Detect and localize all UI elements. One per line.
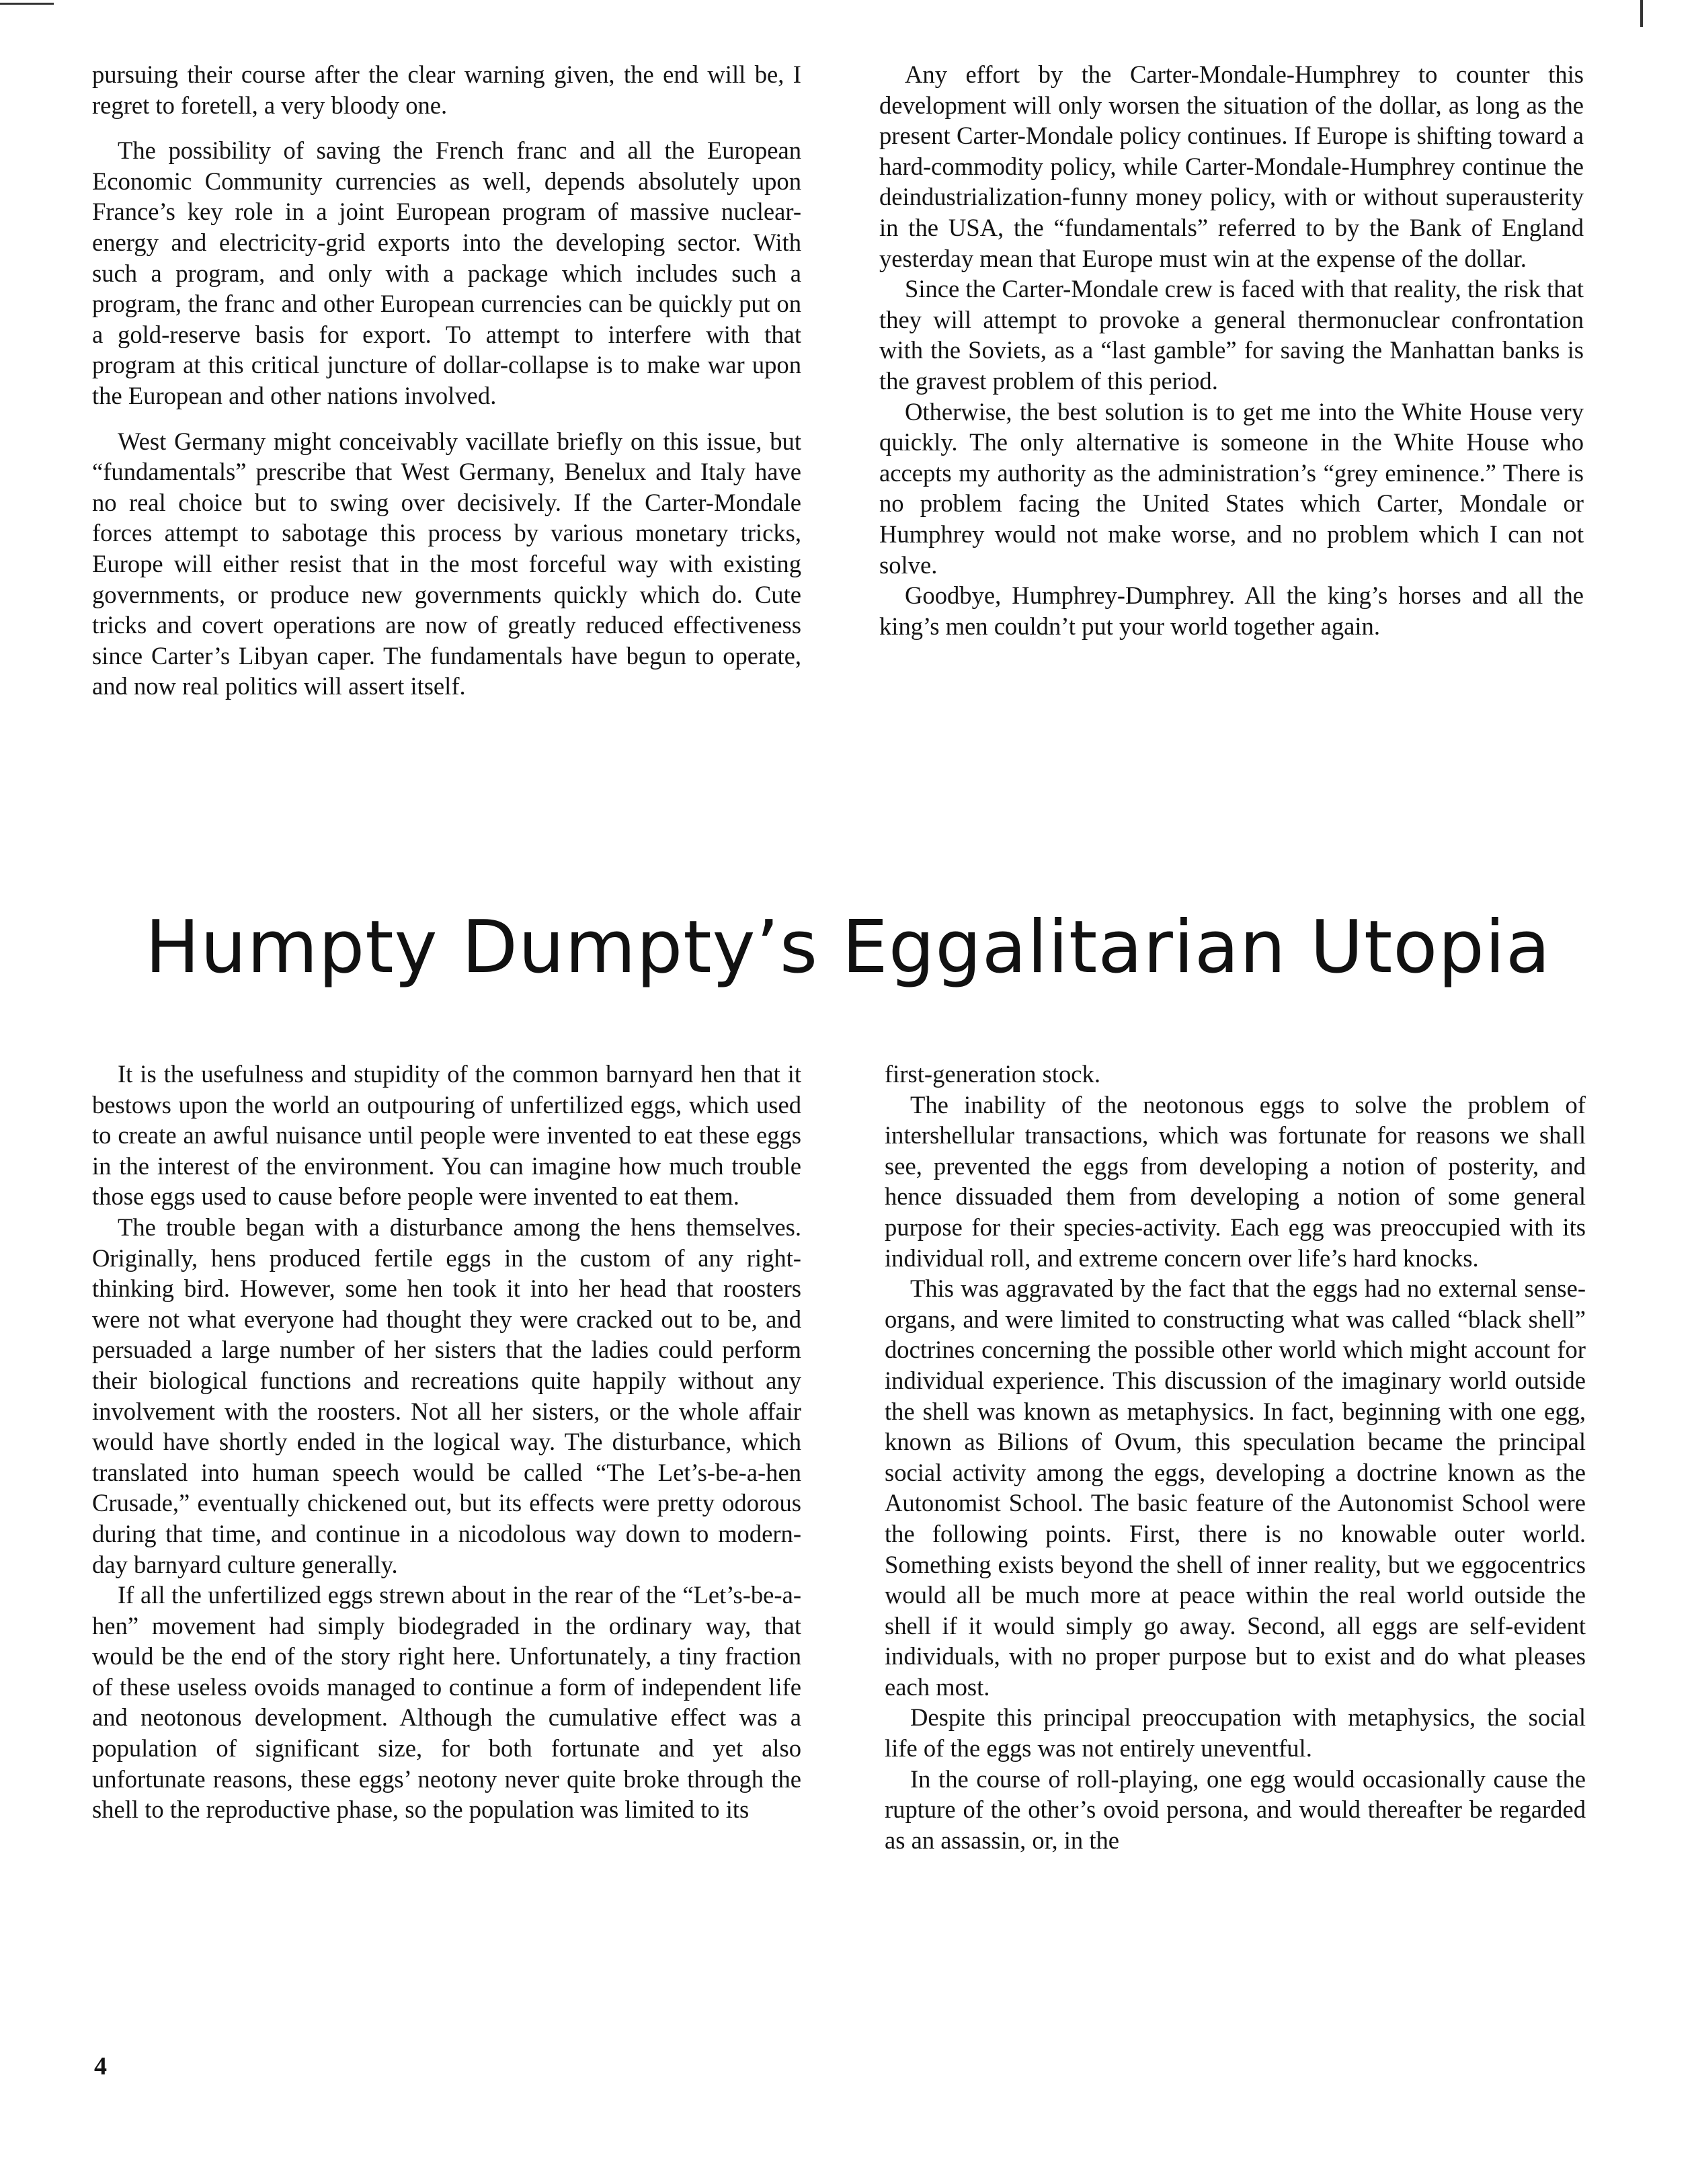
paragraph: If all the unfertilized eggs strewn about in the rear of the “Let’s-be-a-hen” movement had simply biodegraded in the ordinary way, that would be the end of the story right here. Unfortunately, a tiny fraction of these useless ovoids managed to continue a form of independent life and neotonous development. Although the cumulative effect was a population of significant size, for both fortunate and yet also unfortunate reasons, these eggs’ neotony never quite broke through the shell to the reproductive phase, so the population was limited to its: [92, 1581, 801, 1824]
paragraph: pursuing their course after the clear warning given, the end will be, I regret to foretell, a very bloody one.: [92, 60, 801, 119]
scan-edge-mark: [1640, 0, 1643, 27]
paragraph: Otherwise, the best solution is to get me into the White House very quickly. The only alternative is someone in the White House who accepts my authority as the administration’s “grey eminence.” There is no problem facing the United States which Carter, Mondale or Humphrey would not make worse, and no problem which I can not solve.: [879, 397, 1584, 579]
paragraph: The trouble began with a disturbance among the hens themselves. Originally, hens produced fertile eggs in the custom of any right-thinking bird. However, some hen took it into her head that roosters were not what everyone had thought they were cracked out to be, and persuaded a large number of her sisters that the ladies could perform their biological functions and recreations quite happily without any involvement with the roosters. Not all her sisters, or the whole affair would have shortly ended in the logical way. The disturbance, which translated into human speech would be called “The Let’s-be-a-hen Crusade,” eventually chickened out, but its effects were pretty odorous during that time, and continue in a nicodolous way down to modern-day barnyard culture generally.: [92, 1213, 801, 1578]
article-headline: Humpty Dumpty’s Eggalitarian Utopia: [145, 905, 1551, 989]
article-right-column: [885, 1059, 1586, 1855]
paragraph: In the course of roll-playing, one egg would occasionally cause the rupture of the other’s ovoid persona, and would thereafter be regarded as an assassin, or, in the: [885, 1765, 1586, 1854]
paragraph: The possibility of saving the French franc and all the European Economic Community currencies as well, depends absolutely upon France’s key role in a joint European program of massive nuclear-energy and electricity-grid exports into the developing sector. With such a program, and only with a package which includes such a program, the franc and other European currencies can be quickly put on a gold-reserve basis for export. To attempt to interfere with that program at this critical juncture of dollar-collapse is to make war upon the European and other nations involved.: [92, 136, 801, 409]
paragraph: Since the Carter-Mondale crew is faced with that reality, the risk that they will attempt to provoke a general thermonuclear confrontation with the Soviets, as a “last gamble” for saving the Manhattan banks is the gravest problem of this period.: [879, 275, 1584, 395]
paragraph: first-generation stock.: [885, 1060, 1100, 1088]
paragraph: This was aggravated by the fact that the eggs had no external sense-organs, and were limited to constructing what was called “black shell” doctrines concerning the possible other world which might account for individual experience. This discussion of the imaginary world outside the shell was known as metaphysics. In fact, beginning with one egg, known as Bilions of Ovum, this speculation became the principal social activity among the eggs, developing a doctrine known as the Autonomist School. The basic feature of the Autonomist School were the following points. First, there is no knowable outer world. Something exists beyond the shell of inner reality, but we eggocentrics would all be much more at peace within the real world outside the shell if it would simply go away. Second, all eggs are self-evident individuals, with no proper purpose but to exist and do what pleases each most.: [885, 1275, 1586, 1701]
article-left-column: [92, 1059, 801, 1825]
paragraph: Goodbye, Humphrey-Dumphrey. All the king’s horses and all the king’s men couldn’t put your world together again.: [879, 581, 1584, 640]
paragraph: It is the usefulness and stupidity of the common barnyard hen that it bestows upon the world an outpouring of unfertilized eggs, which used to create an awful nuisance until people were invented to eat these eggs in the interest of the environment. You can imagine how much trouble those eggs used to cause before people were invented to eat them.: [92, 1060, 801, 1211]
scan-edge-mark: [0, 3, 54, 5]
paragraph: West Germany might conceivably vacillate briefly on this issue, but “fundamentals” prescribe that West Germany, Benelux and Italy have no real choice but to swing over decisively. If the Carter-Mondale forces attempt to sabotage this process by various monetary tricks, Europe will either resist that in the most forceful way with existing governments, or produce new governments quickly which do. Cute tricks and covert operations are now of greatly reduced effectiveness since Carter’s Libyan caper. The fundamentals have begun to operate, and now real politics will assert itself.: [92, 427, 801, 700]
paragraph: The inability of the neotonous eggs to solve the problem of intershellular transactions, which was fortunate for reasons we shall see, prevented the eggs from developing a notion of posterity, and hence dissuaded them from developing a notion of some general purpose for their species-activity. Each egg was preoccupied with its individual roll, and extreme concern over life’s hard knocks.: [885, 1090, 1586, 1272]
paragraph: Any effort by the Carter-Mondale-Humphrey to counter this development will only worsen the situation of the dollar, as long as the present Carter-Mondale policy continues. If Europe is shifting toward a hard-commodity policy, while Carter-Mondale-Humphrey continue the deindustrialization-funny money policy, with or without superausterity in the USA, the “fundamentals” referred to by the Bank of England yesterday mean that Europe must win at the expense of the dollar.: [879, 60, 1584, 272]
page-number: 4: [94, 2052, 107, 2080]
top-left-column: [92, 59, 801, 702]
top-right-column: [879, 59, 1584, 641]
paragraph: Despite this principal preoccupation with metaphysics, the social life of the eggs was not entirely uneventful.: [885, 1703, 1586, 1763]
